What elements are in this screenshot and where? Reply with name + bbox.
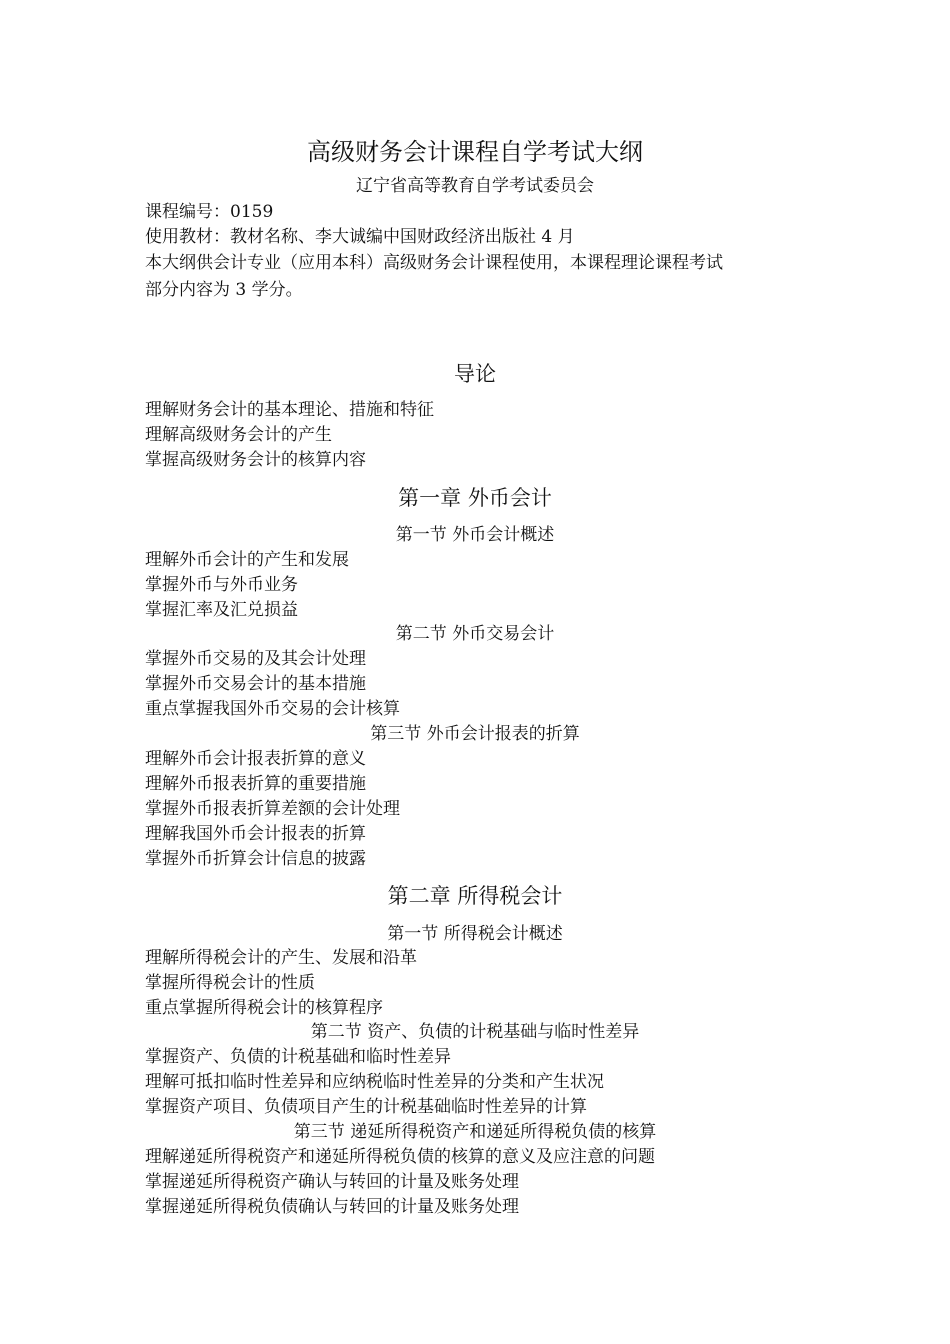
textbook: 使用教材：教材名称、李大诚编中国财政经济出版社 4 月 xyxy=(145,227,575,247)
intro-heading: 导论 xyxy=(454,362,496,386)
list-item: 重点掌握我国外币交易的会计核算 xyxy=(145,699,400,719)
list-item: 掌握资产项目、负债项目产生的计税基础临时性差异的计算 xyxy=(145,1097,587,1117)
list-item: 理解高级财务会计的产生 xyxy=(145,425,332,445)
list-item: 掌握汇率及汇兑损益 xyxy=(145,600,298,620)
issuer: 辽宁省高等教育自学考试委员会 xyxy=(356,176,594,196)
description-line-2: 部分内容为 3 学分。 xyxy=(145,280,303,300)
list-item: 理解所得税会计的产生、发展和沿革 xyxy=(145,948,417,968)
chapter-1-heading: 第一章 外币会计 xyxy=(398,486,552,510)
description-line-1: 本大纲供会计专业（应用本科）高级财务会计课程使用，本课程理论课程考试 xyxy=(145,253,723,273)
list-item: 理解外币报表折算的重要措施 xyxy=(145,774,366,794)
list-item: 理解我国外币会计报表的折算 xyxy=(145,824,366,844)
list-item: 掌握递延所得税资产确认与转回的计量及账务处理 xyxy=(145,1172,519,1192)
course-code: 课程编号：0159 xyxy=(145,202,274,222)
chapter-1-section-2-heading: 第二节 外币交易会计 xyxy=(395,624,555,644)
list-item: 掌握所得税会计的性质 xyxy=(145,973,315,993)
list-item: 掌握递延所得税负债确认与转回的计量及账务处理 xyxy=(145,1197,519,1217)
document-title: 高级财务会计课程自学考试大纲 xyxy=(307,138,643,166)
chapter-1-section-1-heading: 第一节 外币会计概述 xyxy=(395,525,555,545)
list-item: 理解外币会计的产生和发展 xyxy=(145,550,349,570)
list-item: 理解递延所得税资产和递延所得税负债的核算的意义及应注意的问题 xyxy=(145,1147,655,1167)
list-item: 掌握资产、负债的计税基础和临时性差异 xyxy=(145,1047,451,1067)
list-item: 理解外币会计报表折算的意义 xyxy=(145,749,366,769)
list-item: 掌握外币报表折算差额的会计处理 xyxy=(145,799,400,819)
list-item: 重点掌握所得税会计的核算程序 xyxy=(145,998,383,1018)
chapter-2-section-3-heading: 第三节 递延所得税资产和递延所得税负债的核算 xyxy=(293,1122,657,1142)
list-item: 掌握外币折算会计信息的披露 xyxy=(145,849,366,869)
list-item: 理解财务会计的基本理论、措施和特征 xyxy=(145,400,434,420)
list-item: 掌握外币交易会计的基本措施 xyxy=(145,674,366,694)
list-item: 掌握高级财务会计的核算内容 xyxy=(145,450,366,470)
chapter-2-section-1-heading: 第一节 所得税会计概述 xyxy=(387,924,563,944)
list-item: 理解可抵扣临时性差异和应纳税临时性差异的分类和产生状况 xyxy=(145,1072,604,1092)
chapter-1-section-3-heading: 第三节 外币会计报表的折算 xyxy=(370,724,580,744)
list-item: 掌握外币与外币业务 xyxy=(145,575,298,595)
list-item: 掌握外币交易的及其会计处理 xyxy=(145,649,366,669)
chapter-2-section-2-heading: 第二节 资产、负债的计税基础与临时性差异 xyxy=(310,1022,640,1042)
chapter-2-heading: 第二章 所得税会计 xyxy=(387,884,563,908)
